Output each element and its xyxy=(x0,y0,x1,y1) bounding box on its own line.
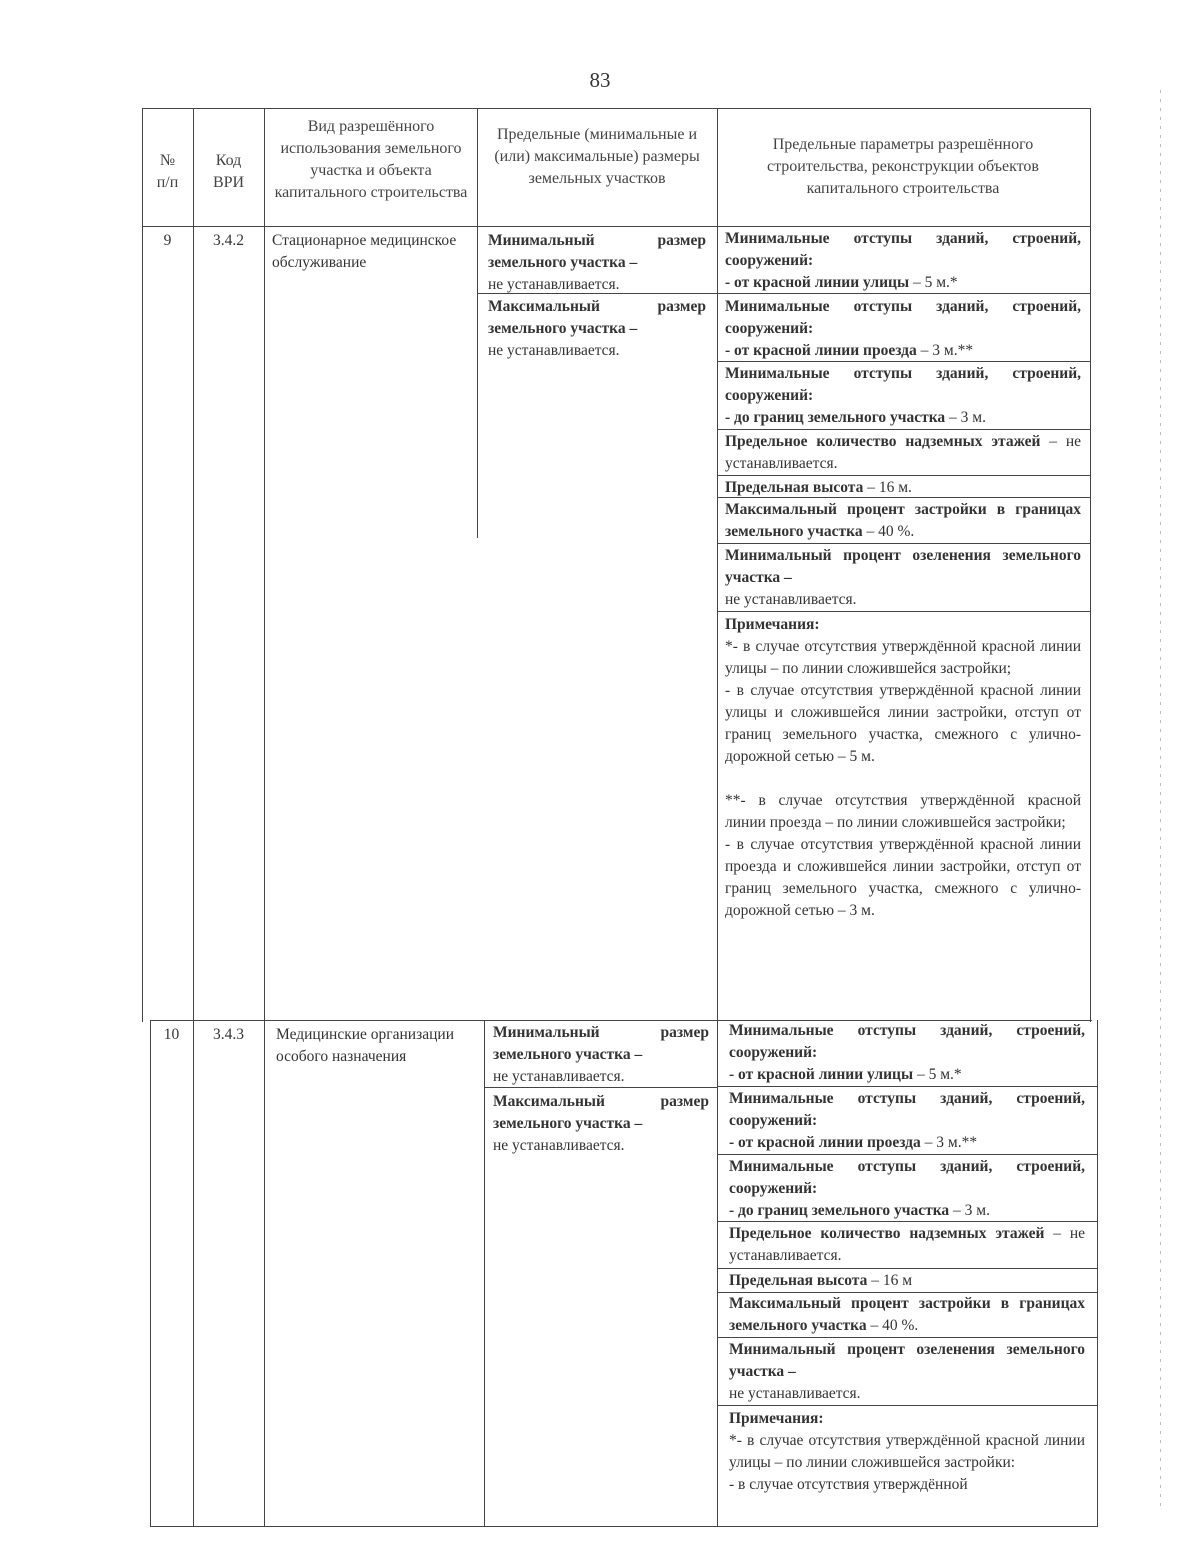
row9-min-value: не устанавливается. xyxy=(488,276,620,293)
row9-min-size xyxy=(488,230,706,296)
row10-param-5: Предельная высота – 16 м xyxy=(729,1272,913,1289)
row9-use: Стационарное медицинское обслуживание xyxy=(272,232,457,271)
header-params: Предельные параметры разрешённого строительства, реконструкции объектов капитального строительства xyxy=(767,136,1039,197)
row10-param-3: Минимальные отступы зданий, строений, сооружений: - до границ земельного участка – 3 м. xyxy=(729,1158,1085,1219)
row10-param-divider-2 xyxy=(717,1154,1097,1155)
row9-notes xyxy=(725,614,1081,922)
row9-plot-divider xyxy=(477,293,717,294)
row9-param-1: Минимальные отступы зданий, строений, сооружений: - от красной линии улицы – 5 м.* xyxy=(725,230,1081,291)
row10-param-divider-4 xyxy=(717,1268,1097,1269)
row9-min-label: Минимальный размер земельного участка – xyxy=(488,232,706,271)
row10-notes-title: Примечания: xyxy=(729,1410,824,1427)
header-bottom-border xyxy=(142,226,1090,227)
row9-param-2: Минимальные отступы зданий, строений, сооружений: - от красной линии проезда – 3 м.** xyxy=(725,298,1081,359)
row10-plot-divider xyxy=(484,1087,717,1088)
row10-param-7: Минимальный процент озеленения земельного участка – не устанавливается. xyxy=(729,1341,1085,1402)
row10-min-value: не устанавливается. xyxy=(493,1068,625,1085)
row9-param-divider-5 xyxy=(717,497,1090,498)
header-code: Код ВРИ xyxy=(212,152,245,191)
row10-param-1: Минимальные отступы зданий, строений, сооружений: - от красной линии улицы – 5 м.* xyxy=(729,1022,1085,1083)
scan-edge-mark xyxy=(1160,90,1161,1510)
row9-param-6: Максимальный процент застройки в границах земельного участка – 40 %. xyxy=(725,501,1081,540)
table-bottom-border xyxy=(150,1526,1098,1527)
row10-notes-text: *- в случае отсутствия утверждённой красной линии улицы – по линии сложившейся застройки: - в случае отсутствия утверждённой xyxy=(729,1432,1085,1493)
table-right-border xyxy=(1090,108,1091,1022)
row10-param-divider-1 xyxy=(717,1086,1097,1087)
col-divider-code xyxy=(264,108,265,1526)
row9-param-divider-4 xyxy=(717,475,1090,476)
row10-max-label: Максимальный размер земельного участка – xyxy=(493,1093,709,1132)
row10-code: 3.4.3 xyxy=(213,1026,244,1043)
row10-param-divider-7 xyxy=(717,1405,1097,1406)
col-divider-use xyxy=(477,108,478,538)
header-use: Вид разрешённого использования земельного участка и объекта капитального строительства xyxy=(274,118,468,201)
row10-param-divider-3 xyxy=(717,1221,1097,1222)
row9-param-3: Минимальные отступы зданий, строений, сооружений: - до границ земельного участка – 3 м. xyxy=(725,365,1081,426)
row9-param-divider-1 xyxy=(717,293,1090,294)
col-divider-plot xyxy=(717,108,718,1526)
row10-notes xyxy=(729,1408,1085,1496)
page-number: 83 xyxy=(589,68,611,92)
row9-param-5: Предельная высота – 16 м. xyxy=(725,479,912,496)
row10-min-label: Минимальный размер земельного участка – xyxy=(493,1024,709,1063)
row10-param-6: Максимальный процент застройки в границах земельного участка – 40 %. xyxy=(729,1295,1085,1334)
row10-max-value: не устанавливается. xyxy=(493,1137,625,1154)
row10-param-divider-6 xyxy=(717,1337,1097,1338)
row10-use: Медицинские организации особого назначения xyxy=(276,1026,454,1065)
row9-param-divider-3 xyxy=(717,429,1090,430)
table-top-border xyxy=(142,108,1090,109)
col-divider-use-2 xyxy=(484,1020,485,1526)
header-num: № п/п xyxy=(156,152,179,191)
row9-param-divider-6 xyxy=(717,543,1090,544)
row10-num: 10 xyxy=(163,1026,180,1043)
header-plot: Предельные (минимальные и (или) максимальные) размеры земельных участков xyxy=(494,126,700,187)
row9-notes-text: *- в случае отсутствия утверждённой красной линии улицы – по линии сложившейся застройки; - в случае отсутствия утверждённой красной линии улицы и сложившейся линии застройки, отступ от границ земельного участка, смежного с улично-дорожной сетью – 5 м. **- в случае отсутствия утверждённой красной линии проезда – по линии сложившейся застройки; - в случае отсутствия утверждённой красной линии проезда и сложившейся линии застройки, отступ от границ земельного участка, смежного с улично-дорожной сетью – 3 м. xyxy=(725,638,1081,919)
row9-param-4: Предельное количество надземных этажей – не устанавливается. xyxy=(725,433,1081,472)
row9-param-divider-7 xyxy=(717,611,1090,612)
row9-param-divider-2 xyxy=(717,361,1090,362)
row9-notes-title: Примечания: xyxy=(725,616,820,633)
col-divider-num xyxy=(193,108,194,1526)
table-right-border-2 xyxy=(1097,1020,1098,1526)
row9-num: 9 xyxy=(163,232,172,249)
row9-max-size xyxy=(488,296,706,362)
row10-min-size xyxy=(493,1022,709,1088)
row10-param-2: Минимальные отступы зданий, строений, сооружений: - от красной линии проезда – 3 м.** xyxy=(729,1090,1085,1151)
table-left-border-2 xyxy=(150,1020,151,1526)
row10-param-4: Предельное количество надземных этажей – не устанавливается. xyxy=(729,1225,1085,1264)
row9-max-value: не устанавливается. xyxy=(488,342,620,359)
row9-code: 3.4.2 xyxy=(213,232,244,249)
row9-param-7: Минимальный процент озеленения земельного участка – не устанавливается. xyxy=(725,547,1081,608)
row9-max-label: Максимальный размер земельного участка – xyxy=(488,298,706,337)
row10-max-size xyxy=(493,1091,709,1157)
